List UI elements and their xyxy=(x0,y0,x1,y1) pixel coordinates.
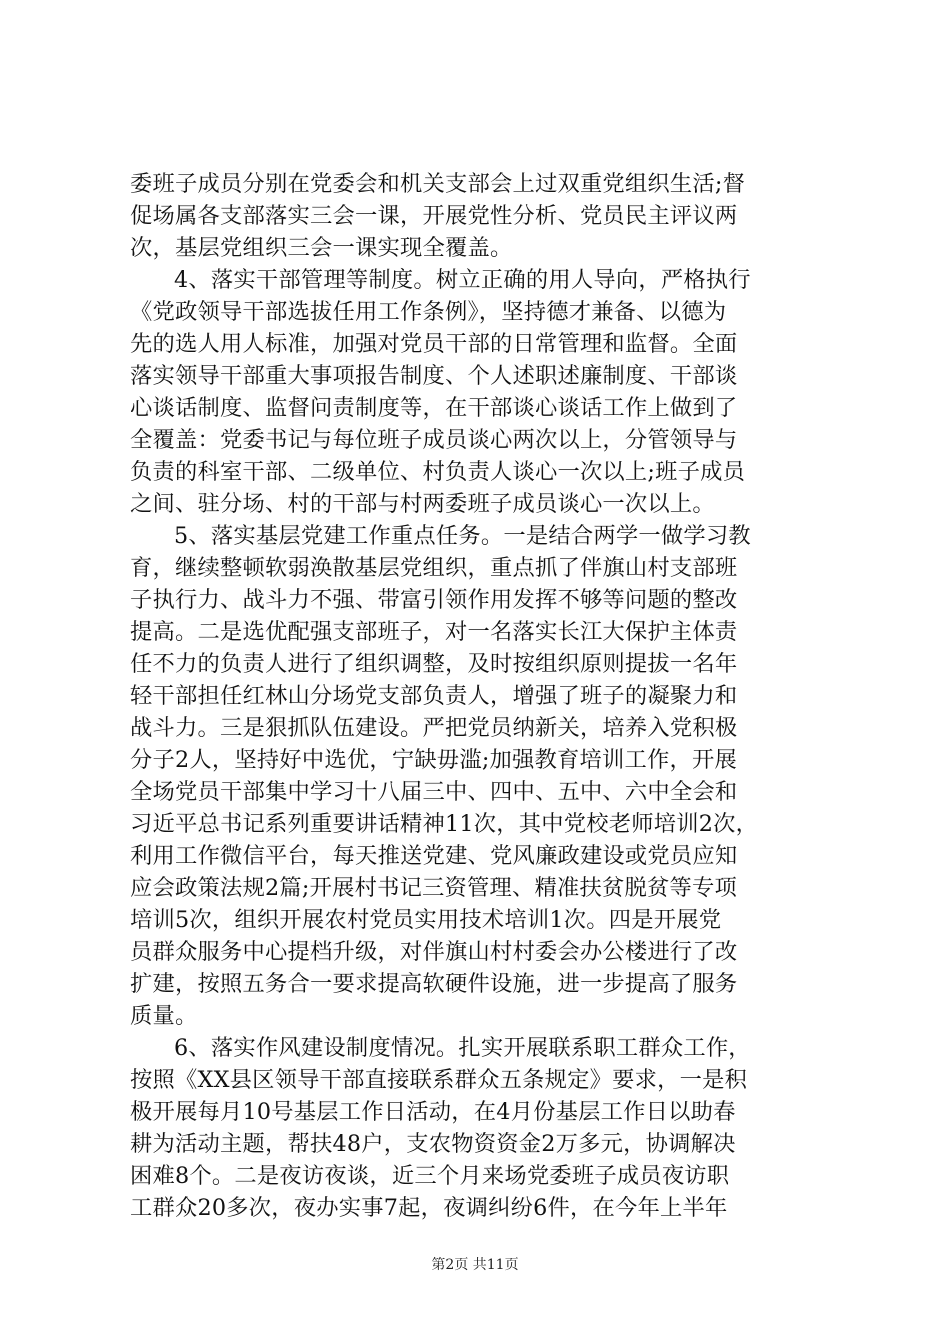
text-line: 应会政策法规2篇;开展村书记三资管理、精准扶贫脱贫等专项 xyxy=(130,875,738,901)
text-line: 质量。 xyxy=(130,1003,198,1029)
paragraph-4-start: 4、落实干部管理等制度。树立正确的用人导向，严格执行 xyxy=(174,267,751,293)
paragraph-6-start: 6、落实作风建设制度情况。扎实开展联系职工群众工作， xyxy=(174,1035,751,1061)
text-line: 极开展每月10号基层工作日活动，在4月份基层工作日以助春 xyxy=(130,1099,736,1125)
text-line: 心谈话制度、监督问责制度等，在干部谈心谈话工作上做到了 xyxy=(130,395,738,421)
text-line: 按照《XX县区领导干部直接联系群众五条规定》要求，一是积 xyxy=(130,1067,748,1093)
text-line: 先的选人用人标准，加强对党员干部的日常管理和监督。全面 xyxy=(130,331,738,357)
text-line: 全覆盖：党委书记与每位班子成员谈心两次以上，分管领导与 xyxy=(130,427,738,453)
text-line: 困难8个。二是夜访夜谈，近三个月来场党委班子成员夜访职 xyxy=(130,1163,730,1189)
text-line: 子执行力、战斗力不强、带富引领作用发挥不够等问题的整改 xyxy=(130,587,738,613)
text-line: 工群众20多次，夜办实事7起，夜调纠纷6件，在今年上半年 xyxy=(130,1195,728,1221)
page-number-footer: 第2页 共11页 xyxy=(431,1257,519,1273)
text-line: 轻干部担任红林山分场党支部负责人，增强了班子的凝聚力和 xyxy=(130,683,738,709)
text-line: 利用工作微信平台，每天推送党建、党风廉政建设或党员应知 xyxy=(130,843,738,869)
text-line: 《党政领导干部选拔任用工作条例》，坚持德才兼备、以德为 xyxy=(130,299,727,325)
text-line: 扩建，按照五务合一要求提高软硬件设施，进一步提高了服务 xyxy=(130,971,738,997)
text-line: 提高。二是选优配强支部班子，对一名落实长江大保护主体责 xyxy=(130,619,738,645)
text-line: 负责的科室干部、二级单位、村负责人谈心一次以上;班子成员 xyxy=(130,459,746,485)
text-line: 促场属各支部落实三会一课，开展党性分析、党员民主评议两 xyxy=(130,203,738,229)
body-text xyxy=(130,168,826,1224)
text-line: 战斗力。三是狠抓队伍建设。严把党员纳新关，培养入党积极 xyxy=(130,715,738,741)
text-line: 任不力的负责人进行了组织调整，及时按组织原则提拔一名年 xyxy=(130,651,738,677)
text-line: 全场党员干部集中学习十八届三中、四中、五中、六中全会和 xyxy=(130,779,738,805)
text-line: 分子2人，坚持好中选优，宁缺毋滥;加强教育培训工作，开展 xyxy=(130,747,738,773)
text-line: 习近平总书记系列重要讲话精神11次，其中党校老师培训2次， xyxy=(130,811,759,837)
paragraph-5-start: 5、落实基层党建工作重点任务。一是结合两学一做学习教 xyxy=(174,523,751,549)
text-line: 次，基层党组织三会一课实现全覆盖。 xyxy=(130,235,513,261)
text-line: 之间、驻分场、村的干部与村两委班子成员谈心一次以上。 xyxy=(130,491,715,517)
text-line: 培训5次，组织开展农村党员实用技术培训1次。四是开展党 xyxy=(130,907,722,933)
text-line: 耕为活动主题，帮扶48户，支农物资资金2万多元，协调解决 xyxy=(130,1131,736,1157)
text-line: 员群众服务中心提档升级，对伴旗山村村委会办公楼进行了改 xyxy=(130,939,738,965)
text-line: 育，继续整顿软弱涣散基层党组织，重点抓了伴旗山村支部班 xyxy=(130,555,738,581)
text-line: 委班子成员分别在党委会和机关支部会上过双重党组织生活;督 xyxy=(130,171,746,197)
text-line: 落实领导干部重大事项报告制度、个人述职述廉制度、干部谈 xyxy=(130,363,738,389)
